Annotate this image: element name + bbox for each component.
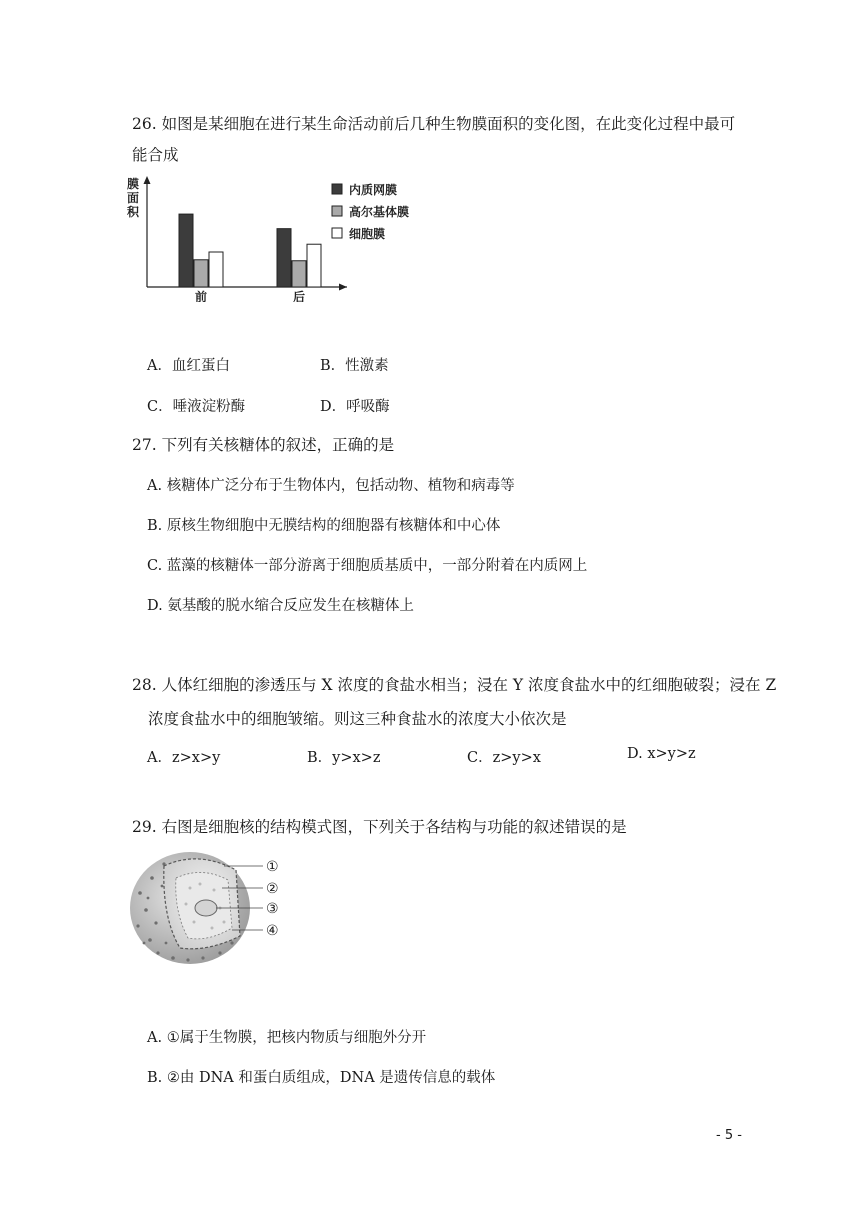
- q27-option-b: B. 原核生物细胞中无膜结构的细胞器有核糖体和中心体: [147, 518, 501, 534]
- label-3: ③: [266, 901, 279, 917]
- nucleus-structure-diagram: [128, 848, 298, 966]
- q29-stem: 29. 右图是细胞核的结构模式图，下列关于各结构与功能的叙述错误的是: [132, 818, 627, 836]
- q27-option-a: A. 核糖体广泛分布于生物体内，包括动物、植物和病毒等: [147, 478, 515, 494]
- q26-option-c: C．唾液淀粉酶: [147, 399, 246, 415]
- x-tick-label: 后: [293, 290, 306, 302]
- bar-1-3: [209, 252, 223, 287]
- y-axis-arrow: [144, 176, 151, 184]
- q29-option-a: A. ①属于生物膜，把核内物质与细胞外分开: [147, 1030, 427, 1046]
- y-axis-label-char: 积: [127, 205, 140, 219]
- q28-option-c: C．z>y>x: [467, 750, 541, 766]
- q28-stem-line2: 浓度食盐水中的细胞皱缩。则这三种食盐水的浓度大小依次是: [148, 710, 567, 728]
- legend-label: 细胞膜: [349, 227, 386, 241]
- page-number: - 5 -: [716, 1128, 742, 1143]
- legend-label: 内质网膜: [349, 183, 398, 197]
- y-axis-label-char: 膜: [127, 177, 140, 191]
- legend-swatch: [332, 228, 342, 238]
- label-2: ②: [266, 881, 279, 897]
- q26-option-b: B．性激素: [320, 358, 389, 374]
- label-4: ④: [266, 923, 279, 939]
- q26-stem-line2: 能合成: [132, 146, 179, 164]
- x-axis-arrow: [339, 284, 347, 291]
- legend-label: 高尔基体膜: [349, 205, 410, 219]
- q27-option-d: D. 氨基酸的脱水缩合反应发生在核糖体上: [147, 598, 414, 614]
- q27-option-c: C. 蓝藻的核糖体一部分游离于细胞质基质中，一部分附着在内质网上: [147, 558, 588, 574]
- legend-swatch: [332, 206, 342, 216]
- nucleolus: [195, 900, 217, 916]
- legend-swatch: [332, 184, 342, 194]
- membrane-area-bar-chart: [125, 172, 425, 302]
- bar-1-1: [179, 214, 193, 287]
- bar-2-2: [292, 261, 306, 287]
- label-1: ①: [266, 859, 279, 875]
- q26-option-d: D．呼吸酶: [320, 399, 390, 415]
- q27-stem: 27. 下列有关核糖体的叙述，正确的是: [132, 436, 395, 454]
- q26-option-a: A．血红蛋白: [147, 358, 230, 374]
- q26-stem-line1: 26. 如图是某细胞在进行某生命活动前后几种生物膜面积的变化图，在此变化过程中最可: [132, 115, 736, 133]
- q28-stem-line1: 28. 人体红细胞的渗透压与 X 浓度的食盐水相当；浸在 Y 浓度食盐水中的红细胞破裂；浸在 Z: [132, 676, 777, 694]
- bar-2-3: [307, 244, 321, 287]
- x-tick-label: 前: [195, 290, 208, 302]
- q28-option-d: D. x>y>z: [627, 746, 696, 762]
- q28-option-b: B．y>x>z: [307, 750, 381, 766]
- bar-2-1: [277, 229, 291, 287]
- bar-1-2: [194, 260, 208, 287]
- y-axis-label-char: 面: [127, 191, 140, 205]
- q29-option-b: B. ②由 DNA 和蛋白质组成，DNA 是遗传信息的载体: [147, 1070, 496, 1086]
- q28-option-a: A．z>x>y: [147, 750, 221, 766]
